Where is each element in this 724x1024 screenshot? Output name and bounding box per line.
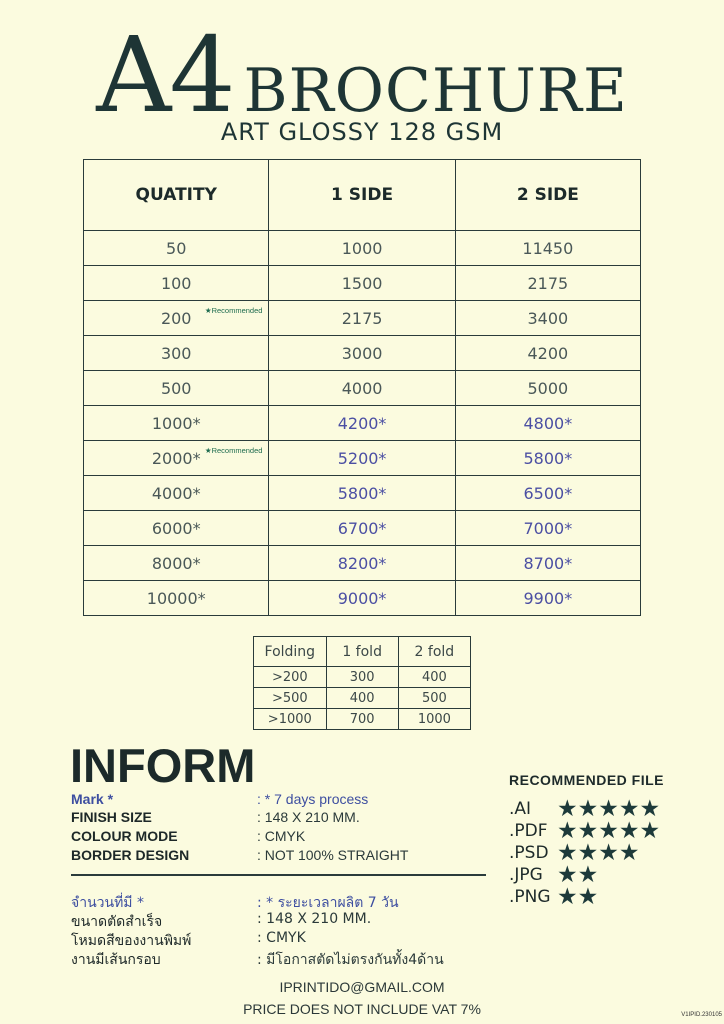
section-divider (71, 874, 486, 876)
price-table-body (84, 231, 641, 616)
file-ext: .AI (509, 799, 532, 819)
price-table (83, 159, 641, 616)
two-side-price (455, 371, 640, 406)
one-side-price-text: 5800* (337, 483, 387, 503)
info-value: : CMYK (257, 828, 306, 844)
file-psd (509, 840, 640, 866)
one-side-price (269, 581, 455, 616)
file-ext: .PDF (509, 821, 548, 841)
recommended-badge: ★Recommended (204, 446, 263, 455)
contact-email: IPRINTIDO@GMAIL.COM (279, 979, 445, 995)
two-side-price-text: 7000* (523, 518, 573, 538)
folding-price-cell: 500 (398, 688, 470, 709)
folding-price-cell: 300 (326, 667, 398, 688)
star-rating-icon: ★★ (557, 862, 599, 888)
folding-price-cell: 400 (398, 667, 470, 688)
quantity-cell (84, 511, 269, 546)
one-side-price (269, 336, 455, 371)
folding-table (253, 636, 471, 730)
folding-quantity-cell: >500 (254, 688, 327, 709)
inform-heading: INFORM (70, 739, 256, 792)
one-side-price (269, 231, 455, 266)
thai-label: งานมีเส้นกรอบ (71, 952, 161, 968)
folding-quantity-cell: >200 (254, 667, 327, 688)
star-rating-icon: ★★★★★ (557, 796, 661, 822)
quantity-cell-text: 2000* (151, 448, 201, 468)
one-side-price-text: 6700* (337, 518, 387, 538)
title-brochure: BROCHURE (243, 56, 628, 126)
one-side-price (269, 301, 455, 336)
info-label: BORDER DESIGN (71, 847, 190, 863)
file-ext: .JPG (509, 865, 543, 885)
star-rating-icon: ★★★★★ (557, 818, 661, 844)
thai-label: ขนาดตัดสำเร็จ (71, 914, 163, 930)
one-side-price-text: 2175 (341, 308, 383, 328)
price-row (84, 266, 641, 301)
folding-row (254, 709, 471, 730)
one-side-price-text: 9000* (337, 588, 387, 608)
two-side-price (455, 301, 640, 336)
one-side-price (269, 511, 455, 546)
folding-quantity-cell: >1000 (254, 709, 327, 730)
quantity-cell (84, 476, 269, 511)
vat-note: PRICE DOES NOT INCLUDE VAT 7% (243, 1001, 481, 1017)
document-code: V1IPID.230105 (681, 1012, 722, 1018)
two-side-price-text: 3400 (527, 308, 569, 328)
quantity-cell (84, 581, 269, 616)
one-side-price (269, 441, 455, 476)
thai-value: : 148 X 210 MM. (257, 911, 372, 927)
quantity-cell (84, 546, 269, 581)
two-side-price-text: 6500* (523, 483, 573, 503)
folding-table-body (254, 667, 471, 730)
quantity-cell (84, 266, 269, 301)
price-table-header (84, 160, 641, 231)
quantity-cell-text: 50 (166, 238, 187, 258)
price-row (84, 511, 641, 546)
quantity-cell (84, 301, 269, 336)
file-ext: .PNG (509, 887, 551, 907)
header-quantity: QUATITY (84, 160, 269, 231)
price-row (84, 301, 641, 336)
quantity-cell-text: 4000* (151, 483, 201, 503)
two-side-price-text: 2175 (527, 273, 569, 293)
quantity-cell (84, 371, 269, 406)
info-value: : * 7 days process (257, 791, 369, 807)
two-side-price (455, 581, 640, 616)
quantity-cell-text: 500 (160, 378, 192, 398)
one-side-price-text: 4000 (341, 378, 383, 398)
price-row (84, 231, 641, 266)
quantity-cell-text: 10000* (146, 588, 206, 608)
price-row (84, 581, 641, 616)
folding-price-cell: 700 (326, 709, 398, 730)
paper-subtitle: ART GLOSSY 128 GSM (220, 118, 504, 146)
quantity-cell (84, 231, 269, 266)
price-row (84, 336, 641, 371)
one-side-price (269, 406, 455, 441)
price-row (84, 371, 641, 406)
two-side-price (455, 336, 640, 371)
two-side-price-text: 5000 (527, 378, 569, 398)
thai-value: : CMYK (257, 930, 306, 946)
two-side-price-text: 8700* (523, 553, 573, 573)
two-side-price (455, 511, 640, 546)
quantity-cell (84, 336, 269, 371)
star-rating-icon: ★★ (557, 884, 599, 910)
one-side-price (269, 266, 455, 301)
info-value: : NOT 100% STRAIGHT (257, 847, 409, 863)
one-side-price-text: 3000 (341, 343, 383, 363)
header-two-fold: 2 fold (398, 637, 470, 667)
two-side-price-text: 4800* (523, 413, 573, 433)
two-side-price (455, 546, 640, 581)
two-side-price-text: 11450 (522, 238, 574, 258)
quantity-cell-text: 300 (160, 343, 192, 363)
file-ai (509, 796, 661, 822)
folding-table-header (254, 637, 471, 667)
two-side-price (455, 266, 640, 301)
one-side-price-text: 1000 (341, 238, 383, 258)
file-ext: .PSD (509, 843, 549, 863)
file-pdf (509, 818, 661, 844)
one-side-price (269, 546, 455, 581)
two-side-price-text: 4200 (527, 343, 569, 363)
folding-price-cell: 1000 (398, 709, 470, 730)
folding-row (254, 667, 471, 688)
price-row (84, 546, 641, 581)
one-side-price (269, 476, 455, 511)
folding-row (254, 688, 471, 709)
star-rating-icon: ★★★★ (557, 840, 640, 866)
recommended-file-title: RECOMMENDED FILE (509, 772, 664, 788)
file-jpg (509, 862, 599, 888)
two-side-price (455, 476, 640, 511)
price-row (84, 476, 641, 511)
quantity-cell (84, 441, 269, 476)
price-row (84, 406, 641, 441)
one-side-price (269, 371, 455, 406)
one-side-price-text: 8200* (337, 553, 387, 573)
two-side-price (455, 231, 640, 266)
quantity-cell (84, 406, 269, 441)
quantity-cell-text: 8000* (151, 553, 201, 573)
header-folding: Folding (254, 637, 327, 667)
header-one-side: 1 SIDE (269, 160, 455, 231)
quantity-cell-text: 200 (160, 308, 192, 328)
info-label: COLOUR MODE (71, 828, 178, 844)
price-row (84, 441, 641, 476)
two-side-price-text: 9900* (523, 588, 573, 608)
one-side-price-text: 1500 (341, 273, 383, 293)
header-two-side: 2 SIDE (455, 160, 640, 231)
info-label: FINISH SIZE (71, 809, 152, 825)
quantity-cell-text: 6000* (151, 518, 201, 538)
thai-value: : มีโอกาสตัดไม่ตรงกันทั้ง4ด้าน (257, 952, 444, 968)
title-a4: A4 (96, 14, 234, 136)
thai-value: : * ระยะเวลาผลิต 7 วัน (257, 895, 399, 911)
two-side-price (455, 441, 640, 476)
two-side-price-text: 5800* (523, 448, 573, 468)
one-side-price-text: 5200* (337, 448, 387, 468)
info-label: Mark * (71, 791, 114, 807)
folding-price-cell: 400 (326, 688, 398, 709)
header-one-fold: 1 fold (326, 637, 398, 667)
info-value: : 148 X 210 MM. (257, 809, 360, 825)
quantity-cell-text: 100 (160, 273, 192, 293)
thai-label: โหมดสีของงานพิมพ์ (71, 933, 192, 949)
thai-label: จำนวนที่มี * (71, 895, 144, 911)
file-png (509, 884, 599, 910)
quantity-cell-text: 1000* (151, 413, 201, 433)
recommended-badge: ★Recommended (204, 306, 263, 315)
two-side-price (455, 406, 640, 441)
one-side-price-text: 4200* (337, 413, 387, 433)
